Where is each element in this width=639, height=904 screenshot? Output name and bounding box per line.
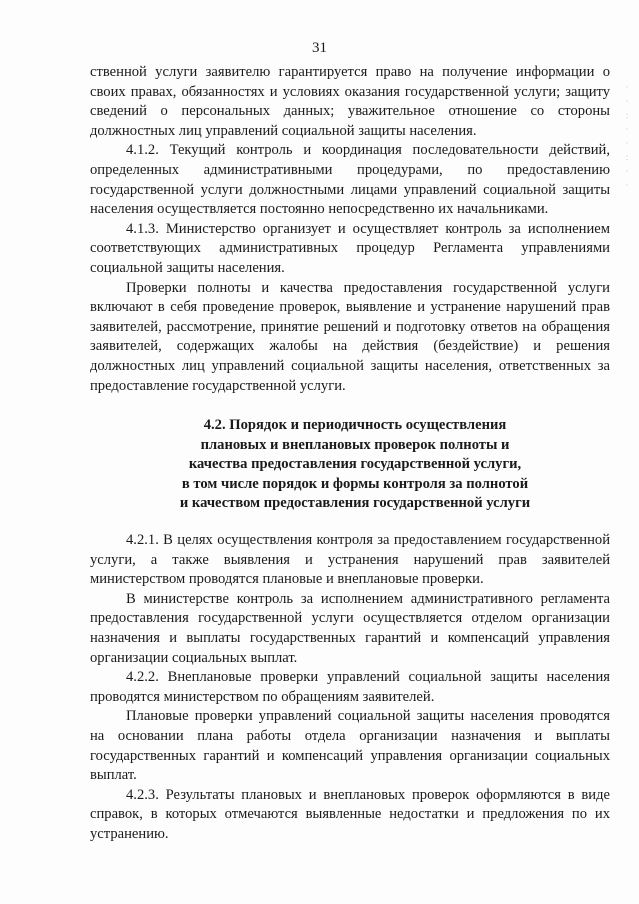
paragraph-4-2-2: 4.2.2. Внеплановые проверки управлений социальной защиты населения проводятся министерством по обращениям заявителей. (90, 669, 610, 705)
paragraph-4-1-2: 4.1.2. Текущий контроль и координация последовательности действий, определенных административными процедурами, по предоставлению государственной услуги должностными лицами управлений социальной защиты населения осуществляется постоянно непосредственно их начальниками. (90, 142, 610, 218)
heading-line: качества предоставления государственной услуги, (188, 456, 522, 473)
paragraph-4-2-1: 4.2.1. В целях осуществления контроля за предоставлением государственной услуги, а также выявления и устранения нарушений прав заявителей министерством проводятся плановые и внеплановые проверки. (90, 532, 610, 588)
document-body (90, 63, 610, 845)
page-number: 31 (312, 40, 327, 56)
paragraph-4-1-3: 4.1.3. Министерство организует и осуществляет контроль за исполнением соответствующих административных процедур Регламента управлениями социальной защиты населения. (90, 220, 610, 276)
scan-margin-marks: · · : · · : · · (625, 82, 629, 190)
heading-line: в том числе порядок и формы контроля за полнотой (181, 475, 529, 492)
section-heading-4-2 (90, 416, 610, 514)
heading-line: плановых и внеплановых проверок полноты и (200, 436, 510, 453)
heading-line: и качеством предоставления государственной услуги (179, 495, 531, 512)
paragraph-ministry-control: В министерстве контроль за исполнением административного регламента предоставления государственной услуги осуществляется отделом организации назначения и выплаты государственных гарантий и компенсаций управления организации социальных выплат. (90, 590, 610, 666)
paragraph-continuation: ственной услуги заявителю гарантируется право на получение информации о своих правах, обязанностях и условиях оказания государственной услуги; защиту сведений о персональных данных; уважительное отношение со стороны должностных лиц управлений социальной защиты населения. (90, 64, 610, 139)
paragraph-4-2-3: 4.2.3. Результаты плановых и внеплановых проверок оформляются в виде справок, в которых отмечаются выявленные недостатки и предложения по их устранению. (90, 786, 610, 842)
heading-line: 4.2. Порядок и периодичность осуществления (203, 417, 507, 434)
paragraph-checks: Проверки полноты и качества предоставления государственной услуги включают в себя проведение проверок, выявление и устранение нарушений прав заявителей, рассмотрение, принятие решений и подготовку ответов на обращения заявителей, содержащих жалобы на действия (бездействие) и решения должностных лиц управлений социальной защиты населения, ответственных за предоставление государственной услуги. (90, 279, 610, 394)
paragraph-planned-checks: Плановые проверки управлений социальной защиты населения проводятся на основании плана работы отдела организации назначения и выплаты государственных гарантий и компенсаций управления организации социальных выплат. (90, 708, 610, 784)
